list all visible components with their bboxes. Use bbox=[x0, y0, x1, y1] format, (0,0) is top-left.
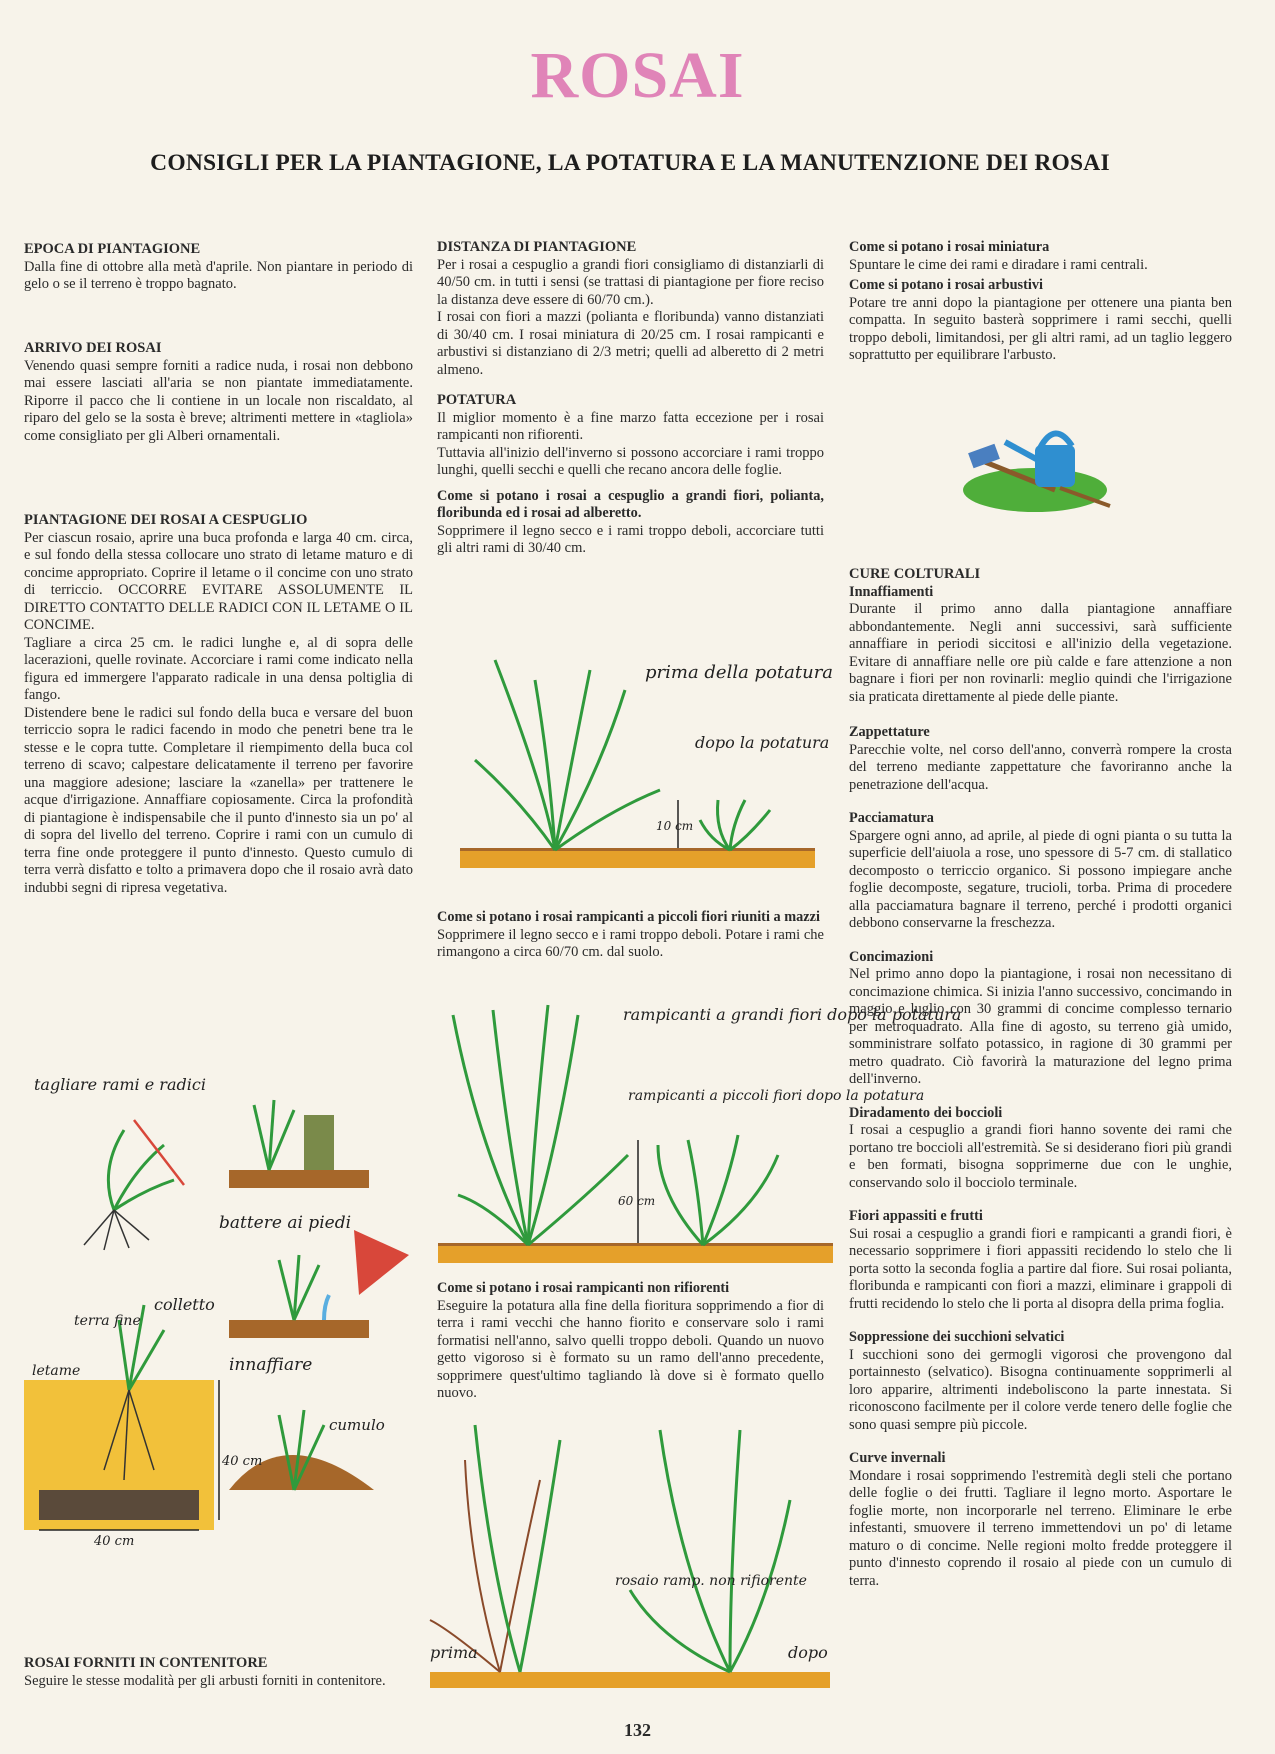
label-60cm: 60 cm bbox=[618, 1194, 656, 1208]
label-dopo: dopo bbox=[788, 1643, 828, 1662]
column-2-non-rifiorenti bbox=[437, 1280, 824, 1403]
text-pacciamatura: Spargere ogni anno, ad aprile, al piede di ogni pianta o su tutta la superficie dell'aiuola a rose, uno spessore di 5-7 cm. di stallatico decomposto o terriccio organico. Si possono impiegare anche foglie decomposte, segature, trucioli, torba. Prima di procedere alla pacciamatura bagnare il terreno, perché i prodotti organici debbono conservarne la freschezza. bbox=[849, 827, 1232, 931]
subheading-innaffiamenti: Innaffiamenti bbox=[849, 583, 934, 600]
label-40cm-vertical: 40 cm bbox=[222, 1454, 263, 1469]
heading-cure-colturali: CURE COLTURALI bbox=[849, 566, 981, 582]
column-1-contenitore bbox=[24, 1655, 413, 1690]
text-distanza-1: Per i rosai a cespuglio a grandi fiori consigliamo di distanziarli di 40/50 cm. in tutti i sensi (se trattasi di piantagione per fiore reciso la distanza deve essere di 60/70 cm.). bbox=[437, 256, 824, 308]
heading-contenitore: ROSAI FORNITI IN CONTENITORE bbox=[24, 1655, 268, 1671]
text-zappettature: Parecchie volte, nel corso dell'anno, converrà rompere la crosta del terreno mediante zappettature che favoriranno anche la penetrazione dell'acqua. bbox=[849, 741, 1232, 793]
heading-concimazioni: Concimazioni bbox=[849, 948, 934, 965]
label-rampicanti-grandi: rampicanti a grandi fiori dopo la potatura bbox=[623, 1005, 962, 1024]
heading-arrivo: ARRIVO DEI ROSAI bbox=[24, 340, 162, 356]
text-piantagione-1: Per ciascun rosaio, aprire una buca profonda e larga 40 cm. circa, e sul fondo della stessa collocare uno strato di letame maturo e di concime appropriato. Coprire il letame o il concime con uno strato di terriccio. OCCORRE EVITARE ASSOLUMENTE IL DIRETTO CONTATTO DELLE RADICI CON IL LETAME O IL CONCIME. bbox=[24, 529, 413, 633]
text-arrivo: Venendo quasi sempre forniti a radice nuda, i rosai non debbono mai essere lasciati all'aria se non piantate immediatamente. Riporre il pacco che li contiene in un locale non riscaldato, al riparo del gelo se la sosta è breve; altrimenti mettere in «tagliola» come consigliato per gli Alberi ornamentali. bbox=[24, 357, 413, 444]
label-cumulo: cumulo bbox=[329, 1416, 385, 1434]
column-1-arrivo bbox=[24, 340, 413, 445]
page-subtitle: CONSIGLI PER LA PIANTAGIONE, LA POTATURA E LA MANUTENZIONE DEI ROSAI bbox=[150, 150, 1110, 176]
text-curve-invernali: Mondare i rosai sopprimendo l'estremità degli steli che portano delle foglie o dei frutti. Tagliare il legno morto. Asportare le foglie morte, non incorporarle nel terreno. Eliminare le erbe infestanti, smuovere il terreno immettendovi un po' di letame maturo o di concime. Nelle regioni molto fredde proteggere il punto d'innesto coprendo il rosaio al piede con un cumulo di terra. bbox=[849, 1467, 1232, 1589]
pruning-bush-illustration bbox=[460, 650, 834, 880]
text-non-rifiorenti: Eseguire la potatura alla fine della fioritura sopprimendo a fior di terra i rami vecchi che hanno fiorito e conservare solo i rami formatisi nell'anno, salvo quelli troppo deboli. Quando un nuovo getto vigoroso si è formato su un ramo dell'anno precedente, sopprimere quest'ultimo tagliando là dove si è formato quello nuovo. bbox=[437, 1297, 824, 1401]
label-prima-della-potatura: prima della potatura bbox=[645, 662, 834, 683]
planting-steps-illustration bbox=[24, 1070, 424, 1549]
column-3 bbox=[849, 239, 1232, 365]
page-title: ROSAI bbox=[530, 39, 745, 112]
column-1-piantagione bbox=[24, 512, 413, 897]
label-prima: prima bbox=[430, 1643, 478, 1662]
heading-epoca: EPOCA DI PIANTAGIONE bbox=[24, 241, 201, 257]
heading-miniatura: Come si potano i rosai miniatura bbox=[849, 239, 1050, 255]
heading-non-rifiorenti: Come si potano i rosai rampicanti non rifiorenti bbox=[437, 1280, 730, 1296]
column-1 bbox=[24, 241, 413, 294]
label-terra-fine: terra fine bbox=[74, 1313, 141, 1329]
text-potatura-1: Il miglior momento è a fine marzo fatta eccezione per i rosai rampicanti non rifiorenti. bbox=[437, 409, 824, 443]
label-letame: letame bbox=[32, 1363, 81, 1379]
text-concimazioni: Nel primo anno dopo la piantagione, i rosai non necessitano di concimazione chimica. Si inizia l'anno successivo, concimando in maggio e luglio con 30 grammi di concime complesso ternario per metroquadrato. Alla fine di agosto, su terreno già umido, somministrare solfato potassico, in ragione di 30 grammi per metro quadrato. Ciò favorirà la maturazione del legno prima dell'inverno. bbox=[849, 966, 1232, 1087]
text-arbustivi: Potare tre anni dopo la piantagione per ottenere una pianta ben compatta. In seguito basterà sopprimere i rami secchi, quelli troppo deboli, limitandosi, per gli altri rami, ad un taglio leggero soprattutto per equilibrare l'arbusto. bbox=[849, 294, 1232, 363]
heading-arbustivi: Come si potano i rosai arbustivi bbox=[849, 277, 1043, 293]
column-2-rampicanti-piccoli bbox=[437, 909, 824, 962]
text-contenitore: Seguire le stesse modalità per gli arbusti forniti in contenitore. bbox=[24, 1672, 386, 1689]
heading-zappettature: Zappettature bbox=[849, 724, 930, 740]
watering-can-illustration bbox=[960, 420, 1120, 520]
text-succhioni: I succhioni sono dei germogli vigorosi che provengono dal portainnesto (selvatico). Bisogna continuamente sopprimerli al loro apparire, altrimenti indeboliscono la parte innestata. Si riconoscono facilmente per il colore verde tenero delle foglie che sono quasi sempre più piccole. bbox=[849, 1346, 1232, 1433]
text-fiori-appassiti: Sui rosai a cespuglio a grandi fiori e rampicanti a grandi fiori, è necessario sopprimere i fiori appassiti recidendo lo stelo che li porta sotto la seconda foglia a partire dal fiore. Sui rosai polianta, floribunda e rampicanti con fiori a mazzi, eliminare i grappoli di frutti recidendo lo stelo che li porta al disopra della prima foglia. bbox=[849, 1225, 1232, 1312]
label-innaffiare: innaffiare bbox=[229, 1355, 313, 1375]
text-miniatura: Spuntare le cime dei rami e diradare i rami centrali. bbox=[849, 256, 1148, 273]
label-colletto: colletto bbox=[154, 1295, 215, 1314]
text-distanza-2: I rosai con fiori a mazzi (polianta e floribunda) vanno distanziati di 30/40 cm. I rosai miniatura di 20/25 cm. I rosai rampicanti e arbustivi si distanziano di 2/3 metri; quelli ad alberetto di 2 metri almeno. bbox=[437, 309, 824, 378]
label-10cm: 10 cm bbox=[656, 819, 694, 833]
pruning-nonrifiorente-illustration bbox=[430, 1420, 840, 1695]
heading-piantagione-cespuglio: PIANTAGIONE DEI ROSAI A CESPUGLIO bbox=[24, 512, 308, 528]
text-diradamento: I rosai a cespuglio a grandi fiori hanno sovente dei rami che portano tre boccioli all'estremità. Se si desiderano fiori più grandi e ben formati, bisogna sopprimerne due con le unghie, conservando solo il bocciolo terminale. bbox=[849, 1122, 1232, 1191]
heading-pacciamatura: Pacciamatura bbox=[849, 810, 934, 826]
text-piantagione-2: Tagliare a circa 25 cm. le radici lunghe e, al di sopra delle lacerazioni, quelle rovinate. Accorciare i rami come indicato nella figura ed immergere l'apparato radicale in una densa poltiglia di fango. bbox=[24, 634, 413, 703]
heading-fiori-appassiti: Fiori appassiti e frutti bbox=[849, 1208, 983, 1224]
heading-curve-invernali: Curve invernali bbox=[849, 1450, 946, 1466]
text-rampicanti-piccoli: Sopprimere il legno secco e i rami troppo deboli. Potare i rami che rimangono a circa 60/70 cm. dal suolo. bbox=[437, 926, 824, 960]
text-piantagione-3: Distendere bene le radici sul fondo della buca e versare del buon terriccio sopra le radici facendo in modo che penetri bene tra le stesse e le copra tutte. Completare il riempimento della buca col terreno di scavo; calpestare delicatamente il terreno per favorire una maggiore adesione; lasciare la «zanella» per trattenere le acque d'irrigazione. Annaffiare copiosamente. Circa la profondità di piantagione è indispensabile che il punto d'innesto sia un po' al di sopra del livello del terreno. Coprire i rami con un cumulo di terra fine onde proteggere il punto d'innesto. Questo cumulo di terra verrà disfatto e tolto a primavera dopo che il rosaio avrà dato indubbi segni di ripresa vegetativa. bbox=[24, 704, 413, 896]
label-dopo-la-potatura: dopo la potatura bbox=[695, 733, 830, 752]
page-number: 132 bbox=[624, 1720, 651, 1740]
label-rampicanti-piccoli: rampicanti a piccoli fiori dopo la potatura bbox=[628, 1088, 925, 1104]
label-battere: battere ai piedi bbox=[219, 1213, 352, 1233]
heading-rampicanti-piccoli: Come si potano i rosai rampicanti a piccoli fiori riuniti a mazzi bbox=[437, 909, 820, 925]
heading-diradamento: Diradamento dei boccioli bbox=[849, 1104, 1003, 1121]
column-2 bbox=[437, 239, 824, 558]
heading-succhioni: Soppressione dei succhioni selvatici bbox=[849, 1329, 1065, 1345]
label-rosaio-ramp: rosaio ramp. non rifiorente bbox=[615, 1573, 807, 1589]
text-potatura-2: Tuttavia all'inizio dell'inverno si possono accorciare i rami troppo lunghi, quelli secchi e quelli che recano ancora delle foglie. bbox=[437, 444, 824, 478]
label-tagliare: tagliare rami e radici bbox=[34, 1075, 206, 1094]
heading-distanza: DISTANZA DI PIANTAGIONE bbox=[437, 239, 637, 255]
text-innaffiamenti: Durante il primo anno dalla piantagione annaffiare abbondantemente. Negli anni successivi, sarà sufficiente annaffiare in periodi siccitosi e all'inizio della vegetazione. Evitare di annaffiare nelle ore più calde e fare attenzione a non bagnare i fiori per non rovinarli: meglio quindi che l'irrigazione sia praticata direttamente al piede delle piante. bbox=[849, 601, 1232, 705]
label-40cm-horizontal: 40 cm bbox=[94, 1534, 135, 1549]
text-cespuglio-potatura: Sopprimere il legno secco e i rami troppo deboli, accorciare tutti gli altri rami di 30/40 cm. bbox=[437, 522, 824, 556]
text-epoca: Dalla fine di ottobre alla metà d'aprile. Non piantare in periodo di gelo o se il terreno è troppo bagnato. bbox=[24, 258, 413, 292]
heading-potatura: POTATURA bbox=[437, 392, 517, 408]
column-3-cure bbox=[849, 566, 1232, 1590]
heading-cespuglio-potatura: Come si potano i rosai a cespuglio a grandi fiori, polianta, floribunda ed i rosai ad alberetto. bbox=[437, 487, 824, 521]
